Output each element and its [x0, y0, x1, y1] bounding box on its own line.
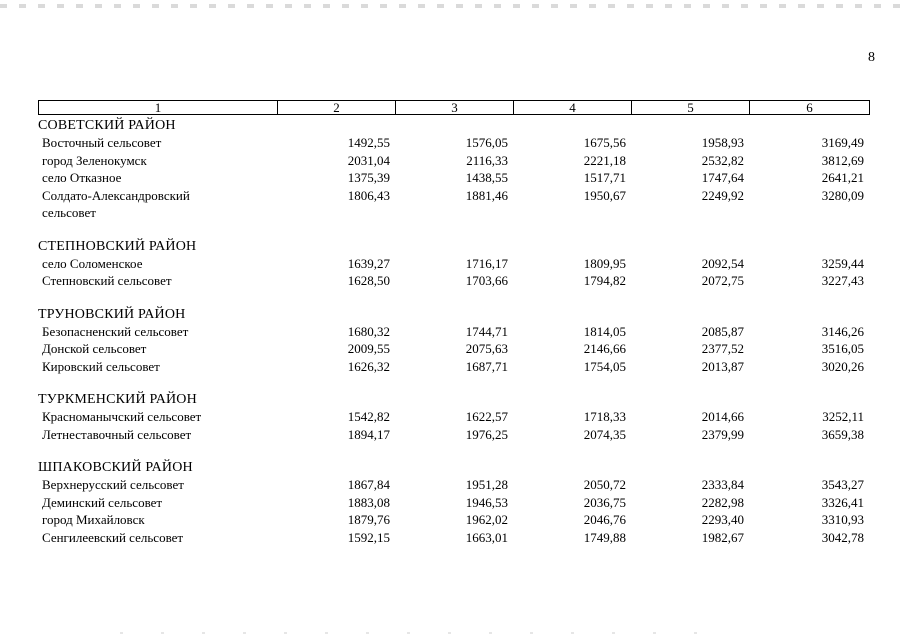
value-col-6: 3146,26: [821, 323, 864, 339]
value-col-6: 3259,44: [821, 255, 864, 271]
value-col-4: 1794,82: [583, 273, 626, 288]
table-row: [38, 529, 870, 547]
table-row: [38, 511, 870, 529]
district-heading: СТЕПНОВСКИЙ РАЙОН: [38, 238, 197, 254]
value-col-6: 3252,11: [822, 409, 864, 424]
value-col-3: 1438,55: [465, 170, 508, 185]
column-header-5: 5: [632, 101, 750, 114]
settlement-name: Летнеставочный сельсовет: [42, 426, 192, 442]
value-col-5: 2333,84: [701, 477, 744, 492]
value-col-4: 1814,05: [583, 323, 626, 339]
settlement-name: город Зеленокумск: [42, 152, 147, 168]
value-col-6: 3543,27: [821, 477, 864, 492]
settlement-name: Безопасненский сельсовет: [42, 323, 189, 339]
settlement-name: Кировский сельсовет: [42, 358, 160, 374]
value-col-6: 3020,26: [821, 358, 864, 374]
value-col-2: 1626,32: [347, 358, 390, 374]
column-header-4: 4: [514, 101, 632, 114]
value-col-2: 1492,55: [347, 135, 390, 150]
value-col-4: 2146,66: [583, 341, 626, 356]
scan-artifact-top: [0, 4, 905, 8]
settlement-name: Деминский сельсовет: [42, 494, 163, 510]
value-col-6: 3280,09: [821, 187, 864, 203]
table-row: [38, 134, 870, 152]
value-col-2: 1375,39: [347, 170, 390, 185]
value-col-4: 1675,56: [583, 135, 626, 150]
value-col-4: 2050,72: [583, 477, 626, 492]
value-col-4: [514, 204, 632, 222]
value-col-2: 1639,27: [347, 255, 390, 271]
table-row: [38, 494, 870, 512]
value-col-3: 1687,71: [465, 358, 508, 374]
value-col-5: 2072,75: [701, 273, 744, 288]
settlement-name: Верхнерусский сельсовет: [42, 477, 184, 492]
settlement-name: город Михайловск: [42, 512, 145, 527]
table-row: [38, 408, 870, 426]
district-heading: СОВЕТСКИЙ РАЙОН: [38, 118, 176, 133]
value-col-4: 2074,35: [583, 426, 626, 442]
value-col-2: 1680,32: [347, 323, 390, 339]
value-col-3: 1946,53: [465, 494, 508, 510]
value-col-5: 2282,98: [701, 494, 744, 510]
value-col-6: 3169,49: [821, 135, 864, 150]
value-col-4: 1718,33: [583, 409, 626, 424]
district-heading: ШПАКОВСКИЙ РАЙОН: [38, 460, 193, 475]
table-row: [38, 204, 870, 222]
value-col-2: [278, 204, 396, 222]
value-col-4: 1517,71: [583, 170, 626, 185]
table-row: [38, 272, 870, 290]
value-col-2: 1542,82: [347, 409, 390, 424]
table-row: [38, 476, 870, 494]
scan-artifact-bottom: [120, 632, 705, 634]
value-col-4: 1754,05: [583, 358, 626, 374]
value-col-6: 3310,93: [821, 512, 864, 527]
district-heading: ТУРКМЕНСКИЙ РАЙОН: [38, 392, 197, 407]
value-col-2: 2031,04: [347, 152, 390, 168]
column-header-6: 6: [806, 100, 813, 115]
value-col-6: 3227,43: [821, 273, 864, 288]
value-col-5: 2085,87: [701, 323, 744, 339]
settlement-name: Сенгилеевский сельсовет: [42, 529, 184, 545]
value-col-3: 2116,33: [466, 152, 508, 168]
value-col-5: 2014,66: [701, 409, 744, 424]
column-header-1: 1: [39, 101, 278, 114]
settlement-name: Степновский сельсовет: [42, 273, 172, 288]
column-header-2: 2: [278, 101, 396, 114]
value-col-5: 2013,87: [701, 358, 744, 374]
value-col-5: 2532,82: [701, 152, 744, 168]
value-col-2: 1894,17: [347, 426, 390, 442]
value-col-5: 2293,40: [701, 512, 744, 527]
value-col-4: 2036,75: [583, 494, 626, 510]
value-col-6: 2641,21: [821, 170, 864, 185]
value-col-5: 1747,64: [701, 170, 744, 185]
value-col-5: 2092,54: [701, 255, 744, 271]
value-col-2: 1867,84: [347, 477, 390, 492]
value-col-6: 3042,78: [821, 529, 864, 545]
settlement-name: Красноманычский сельсовет: [42, 409, 202, 424]
value-col-6: 3516,05: [821, 341, 864, 356]
value-col-6: [750, 204, 870, 222]
settlement-name: Солдато-Александровский: [42, 187, 190, 203]
value-col-5: 1982,67: [701, 529, 744, 545]
table-row: [38, 340, 870, 358]
table-row: [38, 358, 870, 376]
value-col-3: 1962,02: [465, 512, 508, 527]
value-col-6: 3812,69: [821, 152, 864, 168]
value-col-5: 2249,92: [701, 187, 744, 203]
value-col-3: 2075,63: [465, 341, 508, 356]
column-header-row: [38, 100, 870, 115]
value-col-3: 1703,66: [465, 273, 508, 288]
page-number: 8: [868, 50, 875, 65]
value-col-3: 1976,25: [465, 426, 508, 442]
value-col-3: 1716,17: [465, 255, 508, 271]
value-col-4: 1950,67: [583, 187, 626, 203]
value-col-3: 1622,57: [465, 409, 508, 424]
table-row: [38, 187, 870, 205]
value-col-4: 1749,88: [583, 529, 626, 545]
value-col-3: 1744,71: [465, 323, 508, 339]
settlement-name: сельсовет: [42, 205, 96, 220]
value-col-5: [632, 204, 750, 222]
value-col-2: 1592,15: [347, 529, 390, 545]
value-col-5: 1958,93: [701, 135, 744, 150]
table-row: [38, 169, 870, 187]
value-col-6: 3659,38: [821, 426, 864, 442]
value-col-4: 2046,76: [583, 512, 626, 527]
value-col-3: 1663,01: [465, 529, 508, 545]
table-row: [38, 152, 870, 170]
value-col-6: 3326,41: [821, 494, 864, 510]
table-row: [38, 323, 870, 341]
value-col-3: 1951,28: [465, 477, 508, 492]
value-col-2: 1628,50: [347, 273, 390, 288]
value-col-5: 2379,99: [701, 426, 744, 442]
settlement-name: село Соломенское: [42, 255, 143, 271]
table-row: [38, 426, 870, 444]
value-col-2: 1883,08: [347, 494, 390, 510]
value-col-2: 1806,43: [347, 187, 390, 203]
settlement-name: село Отказное: [42, 170, 122, 185]
value-col-2: 2009,55: [347, 341, 390, 356]
table-row: [38, 255, 870, 273]
value-col-3: 1881,46: [465, 187, 508, 203]
value-col-2: 1879,76: [347, 512, 390, 527]
value-col-4: 2221,18: [583, 152, 626, 168]
district-heading: ТРУНОВСКИЙ РАЙОН: [38, 306, 186, 322]
settlement-name: Восточный сельсовет: [42, 135, 162, 150]
value-col-3: [396, 204, 514, 222]
settlement-name: Донской сельсовет: [42, 341, 147, 356]
value-col-5: 2377,52: [701, 341, 744, 356]
column-header-3: 3: [396, 101, 514, 114]
value-col-4: 1809,95: [583, 255, 626, 271]
table-body: [38, 118, 870, 546]
value-col-3: 1576,05: [465, 135, 508, 150]
